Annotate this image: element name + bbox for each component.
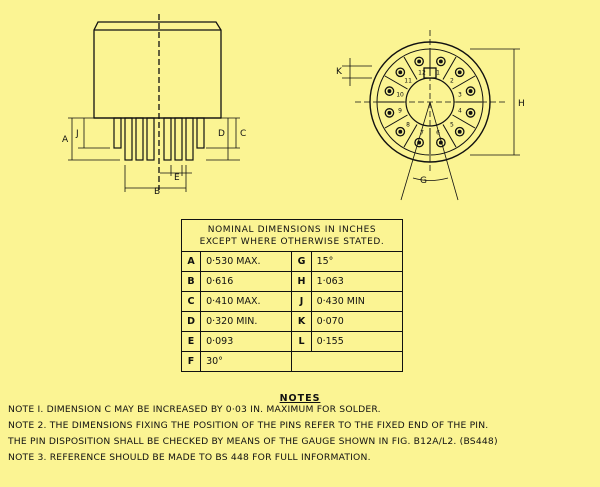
note-line: NOTE 2. THE DIMENSIONS FIXING THE POSITION OF THE PINS REFER TO THE FIXED END OF THE PIN. [8, 420, 489, 431]
note-line: THE PIN DISPOSITION SHALL BE CHECKED BY MEANS OF THE GAUGE SHOWN IN FIG. B12A/L2. (BS448) [8, 436, 498, 447]
valve-body [94, 22, 221, 118]
base-pin-center [399, 71, 402, 74]
notes-title: NOTES [279, 393, 321, 404]
table-row: C 0·410 MAX. J 0·430 MIN [182, 292, 403, 312]
label-H: H [518, 99, 525, 109]
table-row: B 0·616 H 1·063 [182, 272, 403, 292]
table-header-line2: EXCEPT WHERE OTHERWISE STATED. [199, 237, 385, 247]
base-pin-center [418, 60, 421, 63]
table-row: A 0·530 MAX. G 15° [182, 252, 403, 272]
pin-number: 7 [420, 129, 424, 137]
label-D: D [218, 129, 225, 139]
label-J: J [76, 129, 79, 139]
label-A: A [62, 135, 69, 145]
base-view [342, 30, 520, 200]
base-pin-center [399, 130, 402, 133]
label-G: G [420, 176, 427, 186]
pin-number: 10 [396, 91, 404, 99]
pin-number: 3 [458, 91, 462, 99]
base-pin-center [458, 130, 461, 133]
pin-number: 9 [398, 107, 402, 115]
note-line: NOTE I. DIMENSION C MAY BE INCREASED BY 0·03 IN. MAXIMUM FOR SOLDER. [8, 404, 381, 415]
base-pin-center [469, 112, 472, 115]
pin-number: 6 [436, 129, 440, 137]
table-row: D 0·320 MIN. K 0·070 [182, 312, 403, 332]
technical-drawing [0, 0, 600, 220]
pin-number: 1 [436, 69, 440, 77]
table-header [182, 220, 403, 252]
label-B: B [154, 187, 161, 197]
base-pin-center [469, 90, 472, 93]
side-view [68, 14, 240, 192]
pin-number: 11 [404, 77, 412, 85]
table-row: E 0·093 L 0·155 [182, 332, 403, 352]
pin-number: 2 [450, 77, 454, 85]
label-C: C [240, 129, 247, 139]
label-E: E [174, 173, 180, 183]
base-pin-center [458, 71, 461, 74]
notes [8, 393, 598, 466]
pin-number: 12 [418, 69, 426, 77]
base-pin-center [388, 90, 391, 93]
dimensions-table [181, 219, 403, 372]
pin-number: 5 [450, 121, 454, 129]
base-pin-center [440, 60, 443, 63]
base-pin-center [388, 112, 391, 115]
label-K: K [336, 67, 342, 77]
pin-number: 8 [406, 121, 410, 129]
table-header-line1: NOMINAL DIMENSIONS IN INCHES [207, 225, 377, 235]
note-line: NOTE 3. REFERENCE SHOULD BE MADE TO BS 448 FOR FULL INFORMATION. [8, 452, 371, 463]
table-row: F 30° [182, 352, 403, 372]
pin-number: 4 [458, 107, 462, 115]
